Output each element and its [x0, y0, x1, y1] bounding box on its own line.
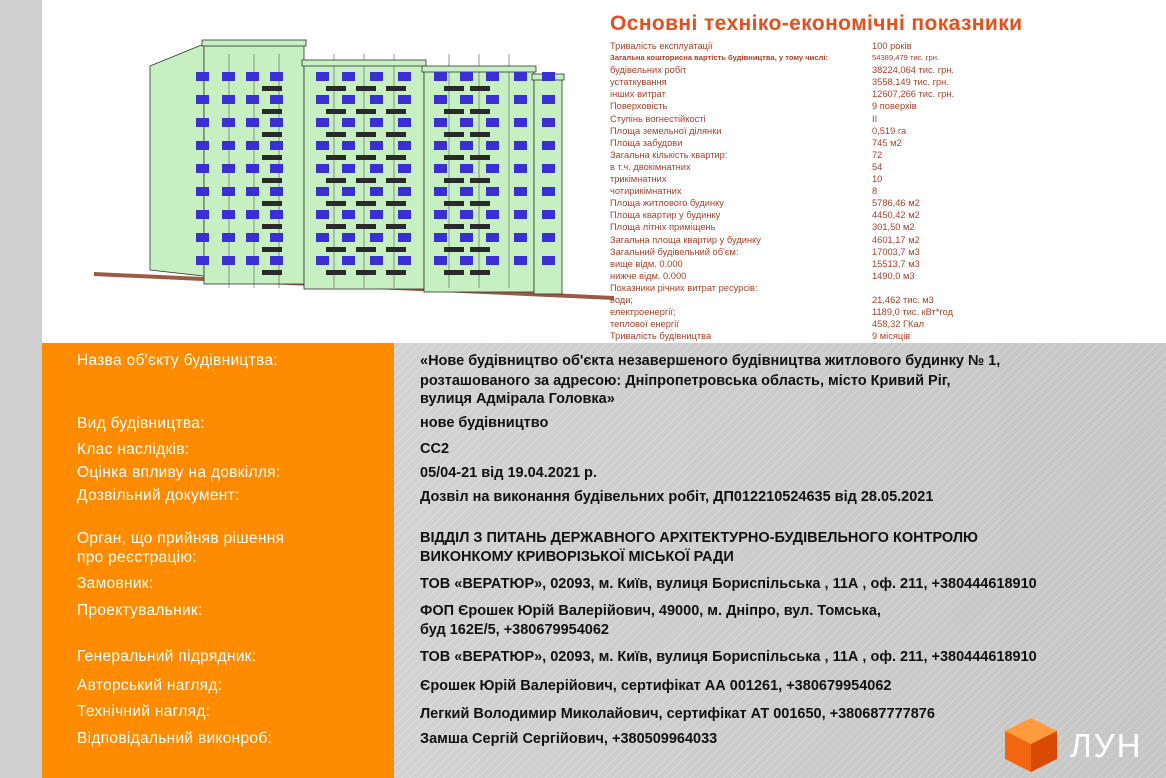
window — [434, 256, 447, 265]
window — [514, 118, 527, 127]
window — [486, 187, 499, 196]
window — [460, 141, 473, 150]
window — [370, 256, 383, 265]
window — [342, 164, 355, 173]
object-name-label: Назва об'єкту будівництва: — [77, 352, 278, 369]
balcony — [262, 132, 282, 137]
balcony — [326, 201, 346, 206]
window — [486, 118, 499, 127]
balcony — [356, 270, 376, 275]
window — [398, 95, 411, 104]
balcony — [470, 109, 490, 114]
window — [246, 210, 259, 219]
consequence-class-label: Клас наслідків: — [77, 441, 190, 458]
construction-type-label: Вид будівництва: — [77, 415, 205, 432]
balcony — [262, 224, 282, 229]
balcony — [326, 247, 346, 252]
balcony — [470, 224, 490, 229]
window — [514, 164, 527, 173]
tech-row — [610, 52, 1030, 64]
window — [270, 233, 283, 242]
balcony — [356, 224, 376, 229]
window — [460, 233, 473, 242]
roof-parapet — [302, 60, 426, 66]
balcony — [470, 201, 490, 206]
tech-row — [610, 318, 1030, 330]
tech-row — [610, 161, 1030, 173]
window — [196, 210, 209, 219]
window — [370, 95, 383, 104]
authority-value-line1: ВІДДІЛ З ПИТАНЬ ДЕРЖАВНОГО АРХІТЕКТУРНО-БУДІВЕЛЬНОГО КОНТРОЛЮ — [420, 530, 978, 546]
window — [222, 187, 235, 196]
window — [316, 72, 329, 81]
tech-row-value: 0,519 га — [872, 125, 907, 136]
tech-row-label: Загальний будівельний об'єм: — [610, 246, 739, 257]
lun-logo-cube-icon — [1003, 716, 1059, 774]
window — [460, 72, 473, 81]
env-assessment-label: Оцінка впливу на довкілля: — [77, 464, 281, 481]
balcony — [356, 201, 376, 206]
window — [270, 118, 283, 127]
window — [222, 118, 235, 127]
window — [514, 233, 527, 242]
tech-row-value: 38224,064 тис. грн. — [872, 65, 955, 76]
window — [514, 187, 527, 196]
technical-supervision-value: Легкий Володимир Миколайович, сертифікат АТ 001650, +380687777876 — [420, 706, 935, 722]
window — [196, 72, 209, 81]
object-name-line3: вулиця Адмірала Головка» — [420, 391, 615, 407]
customer-label: Замовник: — [77, 575, 154, 592]
tech-row-label: Поверховість — [610, 101, 668, 112]
roof-parapet — [422, 66, 536, 72]
facade-section — [150, 44, 204, 276]
window — [434, 187, 447, 196]
designer-label: Проектувальник: — [77, 602, 203, 619]
window — [486, 233, 499, 242]
authority-value-line2: ВИКОНКОМУ КРИВОРІЗЬКОЇ МІСЬКОЇ РАДИ — [420, 549, 734, 565]
window — [434, 141, 447, 150]
tech-indicators-list — [610, 40, 1030, 342]
tech-row — [610, 234, 1030, 246]
window — [196, 141, 209, 150]
balcony — [444, 132, 464, 137]
window — [342, 95, 355, 104]
window — [270, 72, 283, 81]
window — [542, 210, 555, 219]
left-margin-strip — [0, 0, 42, 778]
balcony — [262, 86, 282, 91]
balcony — [386, 155, 406, 160]
tech-row-label: Площа земельної ділянки — [610, 125, 722, 136]
tech-row-label: інших витрат — [610, 89, 666, 100]
tech-row-value: 21,462 тис. м3 — [872, 294, 934, 305]
balcony — [262, 178, 282, 183]
balcony — [386, 132, 406, 137]
balcony — [326, 224, 346, 229]
tech-row-value: 100 років — [872, 41, 912, 51]
tech-row — [610, 270, 1030, 282]
tech-row-value: 9 місяців — [872, 331, 911, 342]
tech-row-label: води; — [610, 294, 634, 305]
tech-row-label: Показники річних витрат ресурсів: — [610, 282, 758, 293]
window — [460, 118, 473, 127]
window — [542, 141, 555, 150]
window — [542, 72, 555, 81]
balcony — [326, 178, 346, 183]
permit-value: Дозвіл на виконання будівельних робіт, ДП012210524635 від 28.05.2021 — [420, 489, 934, 505]
window — [398, 72, 411, 81]
window — [514, 141, 527, 150]
tech-row — [610, 76, 1030, 88]
tech-row-label: устаткування — [610, 77, 667, 88]
tech-row-value: 17003,7 м3 — [872, 246, 920, 257]
balcony — [326, 270, 346, 275]
window — [270, 256, 283, 265]
object-name-line1: «Нове будівництво об'єкта незавершеного будівництва житлового будинку № 1, — [420, 353, 1001, 369]
customer-value: ТОВ «ВЕРАТЮР», 02093, м. Київ, вулиця Бориспільська , 11А , оф. 211, +380444618910 — [420, 576, 1037, 592]
author-supervision-value: Єрошек Юрій Валерійович, сертифікат АА 001261, +380679954062 — [420, 678, 892, 694]
window — [246, 141, 259, 150]
window — [370, 118, 383, 127]
window — [246, 95, 259, 104]
tech-row — [610, 246, 1030, 258]
balcony — [470, 132, 490, 137]
window — [486, 95, 499, 104]
tech-row-label: Площа квартир у будинку — [610, 210, 721, 221]
tech-row-value: 8 — [872, 186, 878, 197]
window — [196, 233, 209, 242]
tech-row-label: Площа літніх приміщень — [610, 222, 716, 233]
window — [246, 164, 259, 173]
tech-row-label: трикімнатних — [610, 174, 667, 185]
window — [370, 164, 383, 173]
tech-indicators-title: Основні техніко-економічні показники — [610, 12, 1023, 35]
window — [542, 164, 555, 173]
balcony — [470, 270, 490, 275]
balcony — [444, 86, 464, 91]
balcony — [326, 109, 346, 114]
window — [222, 164, 235, 173]
tech-row — [610, 88, 1030, 100]
tech-row — [610, 258, 1030, 270]
window — [514, 256, 527, 265]
window — [316, 256, 329, 265]
balcony — [386, 178, 406, 183]
building-illustration — [94, 34, 614, 304]
tech-row — [610, 294, 1030, 306]
tech-row-value: 5786,46 м2 — [872, 198, 920, 209]
tech-row-value: 745 м2 — [872, 137, 902, 148]
tech-row-value: 4450,42 м2 — [872, 210, 920, 221]
balcony — [444, 178, 464, 183]
tech-row-label: нижче відм. 0.000 — [610, 270, 687, 281]
consequence-class-value: СС2 — [420, 441, 450, 457]
tech-row — [610, 125, 1030, 137]
balcony — [356, 132, 376, 137]
balcony — [470, 86, 490, 91]
window — [316, 164, 329, 173]
balcony — [326, 155, 346, 160]
tech-row — [610, 100, 1030, 112]
balcony — [356, 86, 376, 91]
balcony — [386, 247, 406, 252]
window — [342, 256, 355, 265]
balcony — [356, 247, 376, 252]
balcony — [386, 224, 406, 229]
authority-label-line2: про реєстрацію: — [77, 549, 197, 566]
tech-row-value: 458,32 ГКал — [872, 319, 925, 330]
window — [196, 164, 209, 173]
tech-row — [610, 40, 1030, 52]
tech-row — [610, 330, 1030, 342]
object-name-line2: розташованого за адресою: Дніпропетровська область, місто Кривий Ріг, — [420, 373, 951, 389]
window — [398, 210, 411, 219]
window — [370, 233, 383, 242]
author-supervision-label: Авторський нагляд: — [77, 677, 223, 694]
window — [246, 118, 259, 127]
responsible-contractor-value: Замша Сергій Сергійович, +380509964033 — [420, 731, 718, 747]
window — [542, 187, 555, 196]
window — [222, 95, 235, 104]
tech-row — [610, 173, 1030, 185]
balcony — [356, 155, 376, 160]
window — [222, 210, 235, 219]
technical-supervision-label: Технічний нагляд: — [77, 703, 211, 720]
balcony — [386, 201, 406, 206]
window — [196, 187, 209, 196]
tech-row-label: чотирикімнатних — [610, 186, 682, 197]
window — [316, 141, 329, 150]
tech-row — [610, 149, 1030, 161]
window — [486, 141, 499, 150]
window — [434, 210, 447, 219]
window — [316, 187, 329, 196]
balcony — [326, 132, 346, 137]
balcony — [470, 247, 490, 252]
window — [270, 187, 283, 196]
balcony — [262, 247, 282, 252]
tech-row-label: Тривалість будівництва — [610, 331, 712, 342]
balcony — [262, 109, 282, 114]
window — [370, 187, 383, 196]
tech-row-label: Загальна площа квартир у будинку — [610, 234, 761, 245]
window — [460, 164, 473, 173]
tech-row-value: ІІ — [872, 113, 878, 124]
window — [222, 256, 235, 265]
balcony — [386, 270, 406, 275]
balcony — [444, 155, 464, 160]
window — [486, 164, 499, 173]
tech-row-label: Площа забудови — [610, 137, 683, 148]
window — [246, 72, 259, 81]
window — [316, 95, 329, 104]
tech-row-value: 1490,0 м3 — [872, 270, 915, 281]
tech-row-value: 9 поверхів — [872, 101, 917, 112]
tech-row — [610, 209, 1030, 221]
window — [398, 233, 411, 242]
tech-row — [610, 185, 1030, 197]
tech-row-label: Площа житлового будинку — [610, 198, 724, 209]
window — [434, 72, 447, 81]
tech-row-label: будівельних робіт — [610, 65, 687, 76]
balcony — [386, 86, 406, 91]
window — [434, 233, 447, 242]
tech-row-label: Загальна кількість квартир: — [610, 149, 728, 160]
tech-row-value: 4601,17 м2 — [872, 234, 920, 245]
tech-row — [610, 113, 1030, 125]
construction-type-value: нове будівництво — [420, 415, 549, 431]
window — [434, 164, 447, 173]
window — [542, 118, 555, 127]
tech-row-label: електроенергії; — [610, 307, 676, 318]
window — [514, 210, 527, 219]
window — [398, 256, 411, 265]
tech-row — [610, 306, 1030, 318]
window — [246, 233, 259, 242]
tech-row — [610, 221, 1030, 233]
tech-row-value: 3558,149 тис. грн. — [872, 77, 949, 88]
tech-row-label: Тривалість експлуатації — [610, 41, 713, 51]
balcony — [470, 155, 490, 160]
responsible-contractor-label: Відповідальний виконроб: — [77, 730, 273, 747]
lun-logo-text: ЛУН — [1070, 727, 1143, 764]
tech-row-value: 301,50 м2 — [872, 222, 915, 233]
window — [196, 256, 209, 265]
tech-row-value: 72 — [872, 149, 883, 160]
window — [270, 164, 283, 173]
window — [246, 187, 259, 196]
window — [514, 95, 527, 104]
window — [460, 210, 473, 219]
tech-row-value: 54 — [872, 161, 883, 172]
tech-row — [610, 282, 1030, 294]
window — [270, 141, 283, 150]
window — [434, 95, 447, 104]
tech-row-label: в т.ч. двокімнатних — [610, 161, 691, 172]
tech-row-value: 1189,0 тис. кВт*год — [872, 307, 954, 318]
tech-row-value: 15513,7 м3 — [872, 258, 920, 269]
balcony — [326, 86, 346, 91]
window — [246, 256, 259, 265]
tech-row-label: вище відм. 0.000 — [610, 258, 683, 269]
balcony — [262, 201, 282, 206]
tech-row — [610, 197, 1030, 209]
authority-label-line1: Орган, що прийняв рішення — [77, 530, 285, 547]
balcony — [444, 109, 464, 114]
tech-row — [610, 137, 1030, 149]
env-assessment-value: 05/04-21 від 19.04.2021 р. — [420, 465, 597, 481]
balcony — [444, 224, 464, 229]
tech-row-value: 12607,266 тис. грн. — [872, 89, 955, 100]
window — [542, 233, 555, 242]
window — [514, 72, 527, 81]
balcony — [444, 270, 464, 275]
window — [270, 95, 283, 104]
window — [486, 256, 499, 265]
balcony — [262, 155, 282, 160]
window — [370, 141, 383, 150]
window — [222, 141, 235, 150]
balcony — [444, 201, 464, 206]
window — [370, 210, 383, 219]
window — [342, 141, 355, 150]
window — [196, 95, 209, 104]
window — [486, 210, 499, 219]
window — [398, 118, 411, 127]
window — [398, 141, 411, 150]
window — [342, 118, 355, 127]
balcony — [386, 109, 406, 114]
general-contractor-label: Генеральний підрядник: — [77, 648, 257, 665]
window — [398, 164, 411, 173]
window — [270, 210, 283, 219]
balcony — [356, 109, 376, 114]
window — [342, 72, 355, 81]
window — [486, 72, 499, 81]
window — [342, 187, 355, 196]
tech-row-label: теплової енергії — [610, 319, 679, 330]
roof-parapet — [202, 40, 306, 46]
window — [460, 187, 473, 196]
window — [370, 72, 383, 81]
window — [398, 187, 411, 196]
permit-label: Дозвільний документ: — [77, 487, 240, 504]
tech-row-label: Ступінь вогнестійкості — [610, 113, 706, 124]
balcony — [262, 270, 282, 275]
window — [316, 210, 329, 219]
balcony — [356, 178, 376, 183]
window — [542, 256, 555, 265]
window — [316, 233, 329, 242]
window — [434, 118, 447, 127]
tech-row-value: 10 — [872, 174, 883, 185]
window — [316, 118, 329, 127]
tech-row-label: Загальна кошторисна вартість будівництва, у тому числі: — [610, 53, 829, 63]
tech-row-value: 54389,479 тис. грн. — [872, 53, 940, 63]
window — [460, 256, 473, 265]
window — [196, 118, 209, 127]
designer-value-line1: ФОП Єрошек Юрій Валерійович, 49000, м. Дніпро, вул. Томська, — [420, 603, 881, 619]
designer-value-line2: буд 162Е/5, +380679954062 — [420, 622, 609, 638]
window — [542, 95, 555, 104]
window — [222, 233, 235, 242]
general-contractor-value: ТОВ «ВЕРАТЮР», 02093, м. Київ, вулиця Бориспільська , 11А , оф. 211, +380444618910 — [420, 649, 1037, 665]
tech-row — [610, 64, 1030, 76]
balcony — [444, 247, 464, 252]
window — [342, 210, 355, 219]
window — [342, 233, 355, 242]
balcony — [470, 178, 490, 183]
window — [222, 72, 235, 81]
window — [460, 95, 473, 104]
